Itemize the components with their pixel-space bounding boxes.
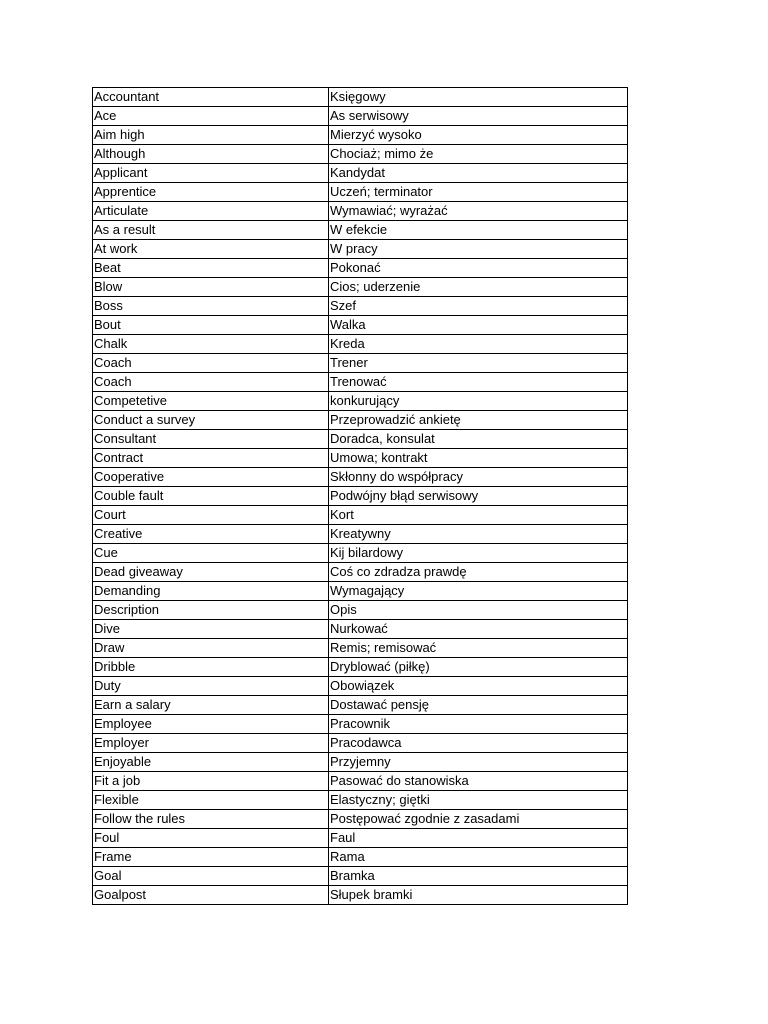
table-row (93, 829, 628, 848)
table-row (93, 221, 628, 240)
polish-translation-cell: Kij bilardowy (329, 544, 628, 563)
polish-translation-cell: Chociaż; mimo że (329, 145, 628, 164)
table-row (93, 354, 628, 373)
vocabulary-table (92, 87, 628, 905)
table-row (93, 297, 628, 316)
english-term-cell: Enjoyable (93, 753, 329, 772)
polish-translation-cell: Remis; remisować (329, 639, 628, 658)
english-term-cell: Cooperative (93, 468, 329, 487)
english-term-cell: Dribble (93, 658, 329, 677)
table-row (93, 88, 628, 107)
polish-translation-cell: Skłonny do współpracy (329, 468, 628, 487)
english-term-cell: Coach (93, 354, 329, 373)
english-term-cell: As a result (93, 221, 329, 240)
polish-translation-cell: Przyjemny (329, 753, 628, 772)
table-row (93, 316, 628, 335)
table-row (93, 411, 628, 430)
polish-translation-cell: Nurkować (329, 620, 628, 639)
polish-translation-cell: Trener (329, 354, 628, 373)
english-term-cell: Description (93, 601, 329, 620)
table-row (93, 886, 628, 905)
polish-translation-cell: Pracownik (329, 715, 628, 734)
polish-translation-cell: W pracy (329, 240, 628, 259)
english-term-cell: Goal (93, 867, 329, 886)
english-term-cell: Foul (93, 829, 329, 848)
english-term-cell: Beat (93, 259, 329, 278)
table-row (93, 164, 628, 183)
polish-translation-cell: Dostawać pensję (329, 696, 628, 715)
table-row (93, 126, 628, 145)
table-row (93, 544, 628, 563)
polish-translation-cell: Kreda (329, 335, 628, 354)
english-term-cell: Chalk (93, 335, 329, 354)
english-term-cell: Employee (93, 715, 329, 734)
english-term-cell: Duty (93, 677, 329, 696)
english-term-cell: Accountant (93, 88, 329, 107)
polish-translation-cell: Coś co zdradza prawdę (329, 563, 628, 582)
table-row (93, 506, 628, 525)
polish-translation-cell: Kort (329, 506, 628, 525)
english-term-cell: Follow the rules (93, 810, 329, 829)
table-row (93, 658, 628, 677)
polish-translation-cell: Księgowy (329, 88, 628, 107)
polish-translation-cell: Faul (329, 829, 628, 848)
polish-translation-cell: Wymawiać; wyrażać (329, 202, 628, 221)
polish-translation-cell: Elastyczny; giętki (329, 791, 628, 810)
table-row (93, 677, 628, 696)
english-term-cell: Court (93, 506, 329, 525)
table-row (93, 620, 628, 639)
table-row (93, 145, 628, 164)
table-row (93, 525, 628, 544)
polish-translation-cell: Uczeń; terminator (329, 183, 628, 202)
table-row (93, 734, 628, 753)
polish-translation-cell: Pasować do stanowiska (329, 772, 628, 791)
polish-translation-cell: Pokonać (329, 259, 628, 278)
english-term-cell: Boss (93, 297, 329, 316)
english-term-cell: Flexible (93, 791, 329, 810)
english-term-cell: Consultant (93, 430, 329, 449)
english-term-cell: Dive (93, 620, 329, 639)
table-row (93, 335, 628, 354)
english-term-cell: Although (93, 145, 329, 164)
table-row (93, 791, 628, 810)
polish-translation-cell: Słupek bramki (329, 886, 628, 905)
english-term-cell: Aim high (93, 126, 329, 145)
table-row (93, 715, 628, 734)
table-row (93, 810, 628, 829)
english-term-cell: Creative (93, 525, 329, 544)
polish-translation-cell: Postępować zgodnie z zasadami (329, 810, 628, 829)
polish-translation-cell: As serwisowy (329, 107, 628, 126)
polish-translation-cell: Podwójny błąd serwisowy (329, 487, 628, 506)
table-row (93, 107, 628, 126)
polish-translation-cell: Obowiązek (329, 677, 628, 696)
table-row (93, 487, 628, 506)
vocabulary-sheet (92, 87, 627, 905)
polish-translation-cell: Cios; uderzenie (329, 278, 628, 297)
table-row (93, 468, 628, 487)
table-row (93, 278, 628, 297)
english-term-cell: Frame (93, 848, 329, 867)
polish-translation-cell: Doradca, konsulat (329, 430, 628, 449)
table-row (93, 639, 628, 658)
polish-translation-cell: W efekcie (329, 221, 628, 240)
table-row (93, 183, 628, 202)
english-term-cell: At work (93, 240, 329, 259)
table-row (93, 753, 628, 772)
polish-translation-cell: Przeprowadzić ankietę (329, 411, 628, 430)
table-row (93, 373, 628, 392)
table-row (93, 601, 628, 620)
english-term-cell: Bout (93, 316, 329, 335)
english-term-cell: Competetive (93, 392, 329, 411)
polish-translation-cell: Pracodawca (329, 734, 628, 753)
english-term-cell: Blow (93, 278, 329, 297)
english-term-cell: Fit a job (93, 772, 329, 791)
english-term-cell: Demanding (93, 582, 329, 601)
english-term-cell: Draw (93, 639, 329, 658)
table-row (93, 582, 628, 601)
polish-translation-cell: Opis (329, 601, 628, 620)
table-row (93, 867, 628, 886)
english-term-cell: Ace (93, 107, 329, 126)
table-row (93, 696, 628, 715)
polish-translation-cell: Walka (329, 316, 628, 335)
english-term-cell: Apprentice (93, 183, 329, 202)
english-term-cell: Earn a salary (93, 696, 329, 715)
table-row (93, 430, 628, 449)
english-term-cell: Goalpost (93, 886, 329, 905)
english-term-cell: Dead giveaway (93, 563, 329, 582)
polish-translation-cell: Rama (329, 848, 628, 867)
table-row (93, 449, 628, 468)
polish-translation-cell: Umowa; kontrakt (329, 449, 628, 468)
table-row (93, 392, 628, 411)
english-term-cell: Contract (93, 449, 329, 468)
polish-translation-cell: Dryblować (piłkę) (329, 658, 628, 677)
table-row (93, 240, 628, 259)
polish-translation-cell: Trenować (329, 373, 628, 392)
english-term-cell: Conduct a survey (93, 411, 329, 430)
polish-translation-cell: Wymagający (329, 582, 628, 601)
table-row (93, 563, 628, 582)
table-row (93, 772, 628, 791)
polish-translation-cell: Kreatywny (329, 525, 628, 544)
english-term-cell: Employer (93, 734, 329, 753)
english-term-cell: Coach (93, 373, 329, 392)
english-term-cell: Applicant (93, 164, 329, 183)
table-row (93, 259, 628, 278)
table-row (93, 848, 628, 867)
polish-translation-cell: Bramka (329, 867, 628, 886)
vocabulary-table-body (93, 88, 628, 905)
polish-translation-cell: Kandydat (329, 164, 628, 183)
polish-translation-cell: Szef (329, 297, 628, 316)
polish-translation-cell: konkurujący (329, 392, 628, 411)
polish-translation-cell: Mierzyć wysoko (329, 126, 628, 145)
table-row (93, 202, 628, 221)
english-term-cell: Couble fault (93, 487, 329, 506)
english-term-cell: Articulate (93, 202, 329, 221)
english-term-cell: Cue (93, 544, 329, 563)
